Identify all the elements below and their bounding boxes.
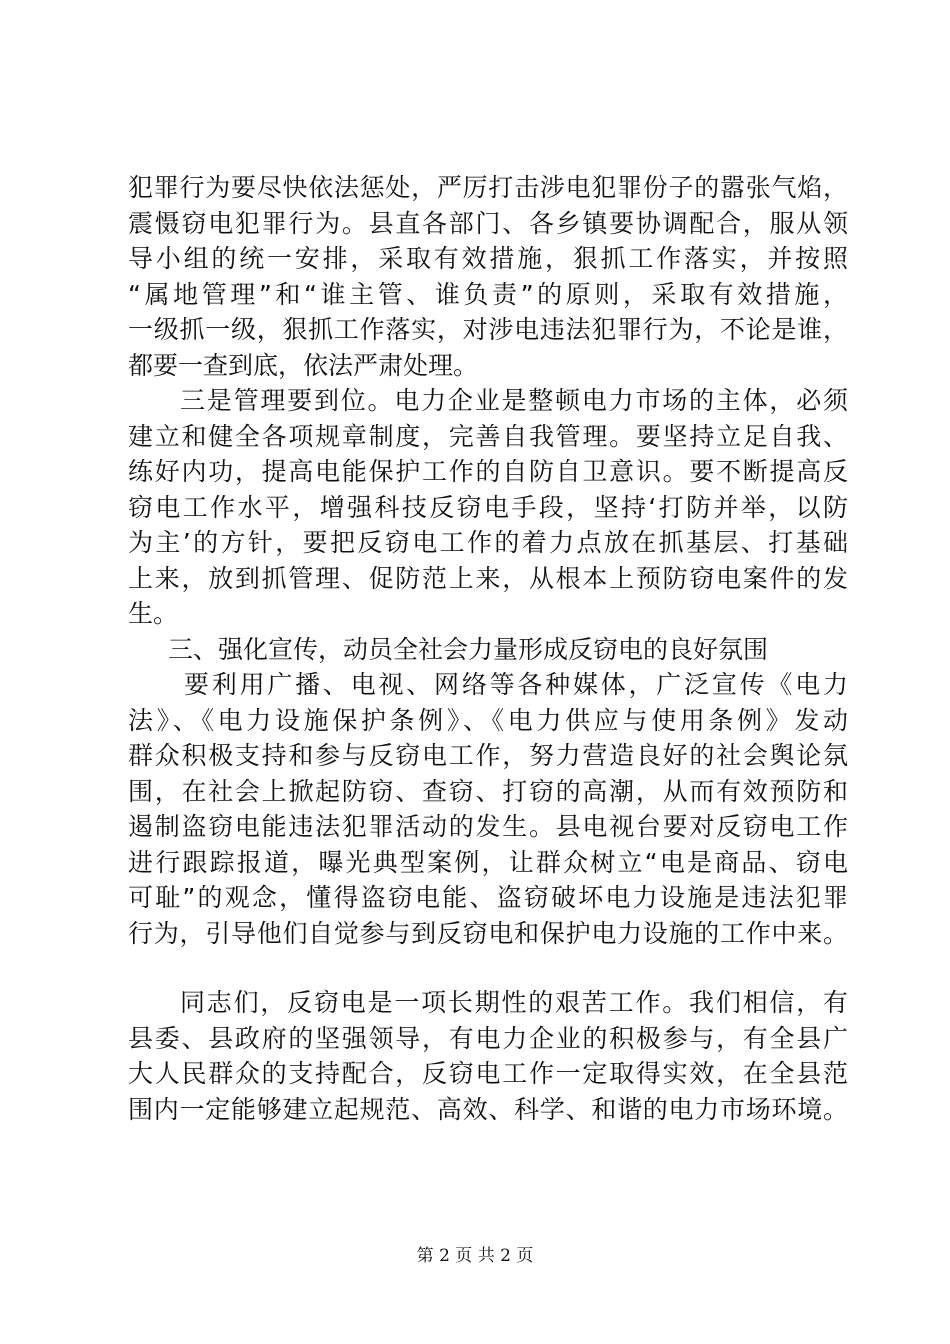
paragraph-publicity <box>128 667 848 951</box>
text-line: 行为，引导他们自觉参与到反窃电和保护电力设施的工作中来。 <box>128 918 848 948</box>
text-line: 遏制盗窃电能违法犯罪活动的发生。县电视台要对反窃电工作 <box>128 812 848 841</box>
text-line: 群众积极支持和参与反窃电工作，努力营造良好的社会舆论氛 <box>128 741 848 770</box>
text-line: 要利用广播、电视、网络等各种媒体，广泛宣传《电力 <box>184 670 848 699</box>
paragraph-closing <box>128 985 848 1127</box>
text-line: 建立和健全各项规章制度，完善自我管理。要坚持立足自我、 <box>128 421 848 451</box>
text-line: 可耻”的观念，懂得盗窃电能、盗窃破坏电力设施是违法犯罪 <box>128 883 848 912</box>
document-body <box>128 170 848 1127</box>
text-line: 犯罪行为要尽快依法惩处，严厉打击涉电犯罪份子的嚣张气焰， <box>128 173 848 202</box>
page-number-footer: 第 2 页 共 2 页 <box>416 1246 534 1266</box>
text-line: 三是管理要到位。电力企业是整顿电力市场的主体，必须 <box>180 386 848 415</box>
text-line: 一级抓一级，狠抓工作落实，对涉电违法犯罪行为，不论是谁， <box>128 315 848 344</box>
text-line: 震慑窃电犯罪行为。县直各部门、各乡镇要协调配合，服从领 <box>128 208 848 238</box>
text-line: 生。 <box>128 599 179 628</box>
text-line: 围，在社会上掀起防窃、查窃、打窃的高潮，从而有效预防和 <box>128 776 848 806</box>
section-heading <box>128 632 848 668</box>
text-line: 窃电工作水平，增强科技反窃电手段，坚持‘打防并举，以防 <box>128 492 848 522</box>
text-line: 都要一查到底，依法严肃处理。 <box>128 350 479 380</box>
text-line: 县委、县政府的坚强领导，有电力企业的积极参与，有全县广 <box>128 1023 848 1053</box>
text-line: 法》、《电力设施保护条例》、《电力供应与使用条例》发动 <box>128 705 848 735</box>
text-line: 练好内功，提高电能保护工作的自防自卫意识。要不断提高反 <box>128 457 848 486</box>
text-line: “属地管理”和“谁主管、谁负责”的原则，采取有效措施， <box>128 279 848 309</box>
paragraph-spacer <box>128 951 848 985</box>
section-heading-text: 三、强化宣传，动员全社会力量形成反窃电的良好氛围 <box>168 634 769 664</box>
text-line: 围内一定能够建立起规范、高效、科学、和谐的电力市场环境。 <box>128 1094 848 1124</box>
text-line: 为主’的方针，要把反窃电工作的着力点放在抓基层、打基础 <box>128 528 848 557</box>
text-line: 大人民群众的支持配合，反窃电工作一定取得实效，在全县范 <box>128 1059 848 1088</box>
text-line: 同志们，反窃电是一项长期性的艰苦工作。我们相信，有 <box>180 988 848 1017</box>
paragraph-enforcement <box>128 170 848 383</box>
text-line: 导小组的统一安排，采取有效措施，狠抓工作落实，并按照 <box>128 244 848 273</box>
text-line: 上来，放到抓管理、促防范上来，从根本上预防窃电案件的发 <box>128 563 848 593</box>
text-line: 进行跟踪报道，曝光典型案例，让群众树立“电是商品、窃电 <box>128 847 848 877</box>
paragraph-management <box>128 383 848 632</box>
